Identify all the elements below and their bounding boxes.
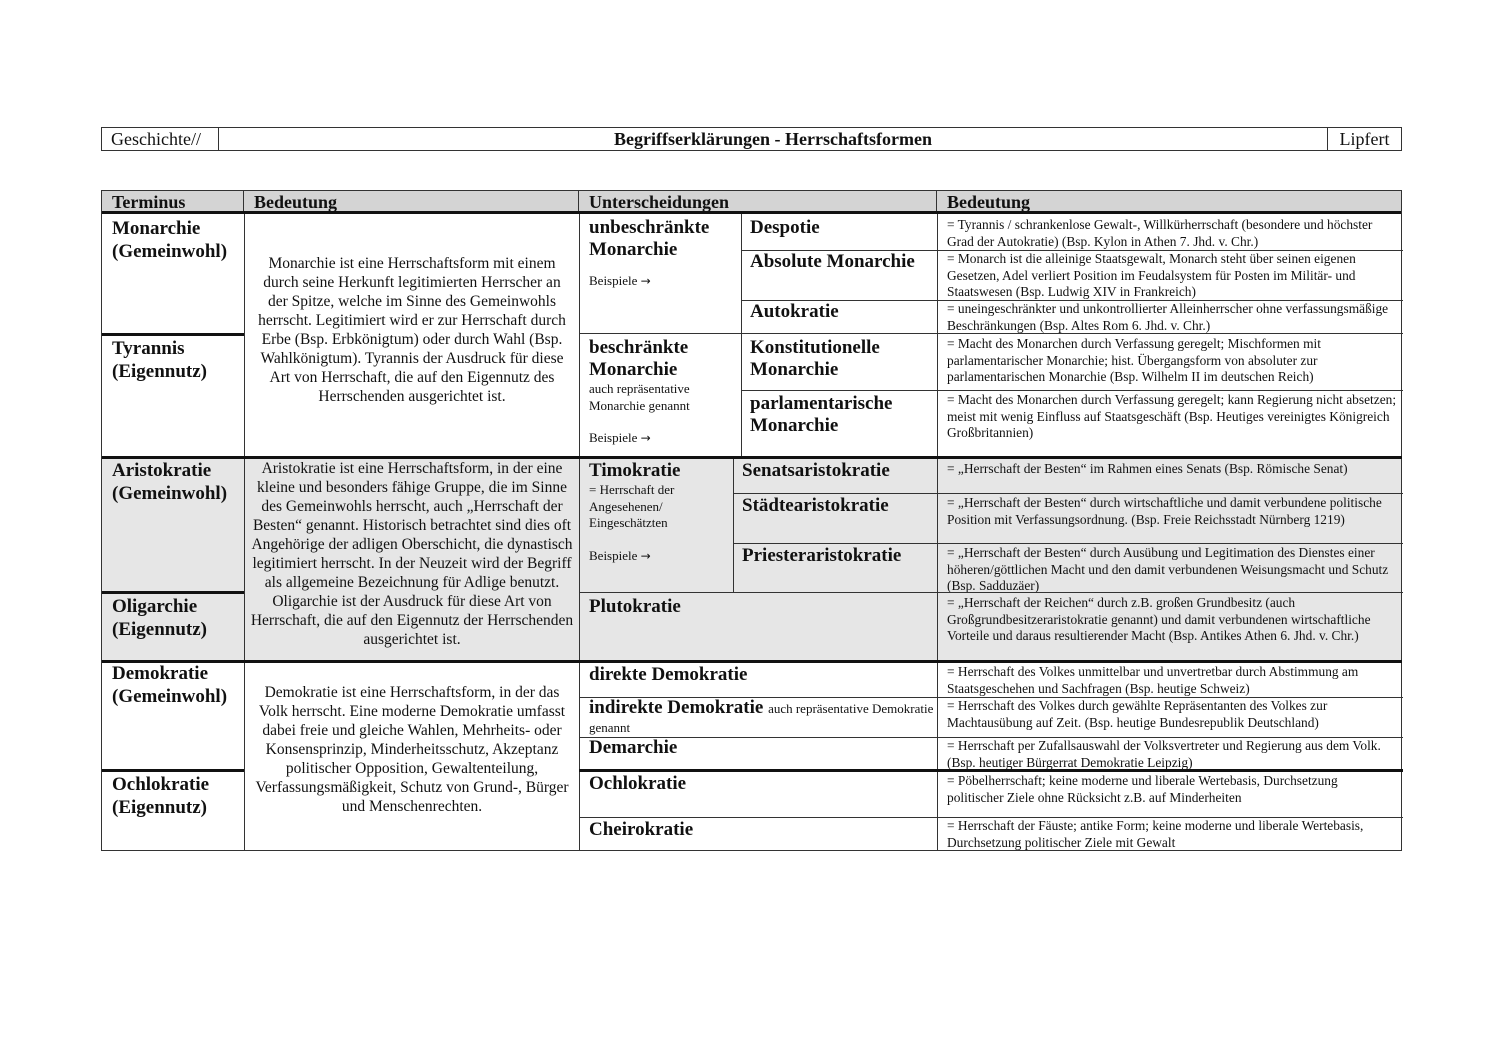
header-bedeutung-2: Bedeutung — [947, 192, 1031, 212]
term-qualifier: (Eigennutz) — [112, 619, 207, 640]
term-demokratie — [112, 662, 227, 708]
term-tyrannis — [112, 337, 207, 383]
category-name: Monarchie — [589, 239, 678, 260]
row-divider — [102, 769, 244, 772]
header-unterscheidungen: Unterscheidungen — [579, 191, 937, 211]
meaning-monarchie: Monarchie ist eine Herrschaftsform mit einem durch seine Herkunft legitimierten Herrscher an der Spitze, welche im Sinne des Gemeinwohls herrscht. Legitimiert wird er zur Herrschaft durch Erbe (Bsp. Erbkönigtum) oder durch Wahl (Bsp. Wahlkönigtum). Tyrannis der Ausdruck für diese Art von Herrschaft, die auf den Eigennutz des Herrschenden ausgerichtet ist. — [258, 255, 566, 405]
definition-demarchie: = Herrschaft per Zufallsauswahl der Volksvertreter und Regierung aus dem Volk. (Bsp. heutiger Bürgerrat Demokratie Leipzig) — [947, 738, 1381, 770]
table-header-row — [102, 191, 1401, 214]
examples-label: Beispiele — [589, 273, 638, 288]
group-demokratie — [102, 663, 1401, 851]
term-monarchie — [112, 217, 227, 263]
definition-plutokratie: = „Herrschaft der Reichen“ durch z.B. großen Grundbesitz (auch Großgrundbesitzeraristokratie genannt) und damit verbundenen wirtschaftliche Vorteile und daraus resultierender Macht (Bsp. Antikes Athen 6. Jhd. v. Chr.) — [947, 595, 1371, 643]
form-absolute-monarchie: Absolute Monarchie — [750, 251, 915, 272]
term-name: Ochlokratie — [112, 774, 210, 795]
col-divider — [937, 663, 938, 851]
row-divider — [102, 333, 244, 336]
meaning-aristokratie: Aristokratie ist eine Herrschaftsform, in der eine kleine und besonders fähige Gruppe, die im Sinne des Gemeinwohls herrscht, auch „Herrschaft der Besten“ genannt. Historisch betrachtet sind dies oft Angehörige der adligen Oberschicht, die dynastisch legitimiert herrscht. In der Neuzeit wird der Begriff als allgemeine Bezeichnung für Adlige benutzt. Oligarchie ist der Ausdruck für diese Art von Herrschaft, die auf den Eigennutz der Herrschenden ausgerichtet ist. — [250, 460, 574, 648]
category-beschraenkte-monarchie — [589, 337, 739, 447]
definition-despotie: = Tyrannis / schrankenlose Gewalt-, Willkürherrschaft (besondere und höchster Grad der Autokratie) (Bsp. Kylon in Athen 7. Jhd. v. Chr.) — [947, 217, 1373, 249]
term-qualifier: (Gemeinwohl) — [112, 241, 228, 262]
category-note: = Herrschaft der Angesehenen/ Eingeschätzten — [589, 482, 675, 530]
document-header — [101, 127, 1402, 151]
col-divider — [937, 459, 938, 661]
definition-senatsaristokratie: = „Herrschaft der Besten“ im Rahmen eines Senats (Bsp. Römische Senat) — [947, 461, 1348, 476]
examples-label: Beispiele — [589, 547, 638, 563]
form-konstitutionelle-monarchie: Konstitutionelle Monarchie — [750, 337, 880, 380]
col-divider — [244, 459, 245, 661]
definition-ochlokratie: = Pöbelherrschaft; keine moderne und liberale Wertebasis, Durchsetzung politischer Ziele ohne Rücksicht z.B. auf Minderheiten — [947, 773, 1338, 805]
col-divider — [244, 663, 245, 851]
col-divider — [579, 663, 580, 851]
form-parlamentarische-monarchie: parlamentarische Monarchie — [750, 393, 893, 436]
category-name: Monarchie — [589, 359, 678, 380]
form-cheirokratie: Cheirokratie — [589, 819, 694, 840]
examples-hint — [589, 430, 739, 447]
header-bedeutung: Bedeutung — [244, 191, 579, 211]
form-demarchie: Demarchie — [589, 737, 678, 758]
term-name: Oligarchie — [112, 596, 198, 617]
col-divider — [579, 459, 580, 661]
group-monarchie — [102, 214, 1401, 457]
form-direkte-demokratie: direkte Demokratie — [589, 664, 748, 685]
form-senatsaristokratie: Senatsaristokratie — [742, 460, 890, 481]
term-name: Demokratie — [112, 663, 209, 684]
category-timokratie — [589, 460, 731, 564]
definition-konstitutionelle-monarchie: = Macht des Monarchen durch Verfassung geregelt; Mischformen mit parlamentarischer Monarchie; hist. Übergangsform von absoluter zur parlamentarischen Monarchie (Bsp. Wilhelm II im deutschen Reich) — [947, 336, 1321, 384]
term-qualifier: (Eigennutz) — [112, 797, 207, 818]
definition-direkte-demokratie: = Herrschaft des Volkes unmittelbar und unvertretbar durch Abstimmung am Staatsgeschehen und Sachfragen (Bsp. heutige Schweiz) — [947, 664, 1359, 696]
category-name: unbeschränkte — [589, 217, 710, 238]
row-divider — [741, 333, 1403, 334]
term-ochlokratie — [112, 773, 209, 819]
row-divider — [733, 493, 1403, 494]
meaning-demokratie: Demokratie ist eine Herrschaftsform, in der das Volk herrscht. Eine moderne Demokratie umfasst dabei freie und gleiche Wahlen, Mehrheits- oder Konsensprinzip, Minderheitsschutz, Akzeptanz politischer Opposition, Gewaltenteilung, Verfassungsmäßigkeit, Schutz von Grund-, Bürger und Menschenrechten. — [255, 684, 569, 815]
subject-label: Geschichte// — [102, 128, 219, 150]
row-divider — [733, 543, 1403, 544]
form-indirekte-demokratie — [589, 699, 934, 736]
category-name: Timokratie — [589, 460, 681, 481]
examples-label: Beispiele — [589, 430, 638, 445]
definition-autokratie: = uneingeschränkter und unkontrollierter Alleinherrscher ohne verfassungsmäßige Beschränkungen (Bsp. Altes Rom 6. Jhd. v. Chr.) — [947, 301, 1389, 333]
definition-absolute-monarchie: = Monarch ist die alleinige Staatsgewalt, Monarch steht über seinen eigenen Gesetzen, Adel verliert Position im Feudalsystem für Posten im Militär- und Staatswesen (Bsp. Ludwig XIV in Frankreich) — [947, 251, 1356, 299]
document-title: Begriffserklärungen - Herrschaftsformen — [614, 128, 932, 149]
form-staedtearistokratie: Städtearistokratie — [742, 495, 889, 516]
term-qualifier: (Eigennutz) — [112, 361, 207, 382]
form-autokratie: Autokratie — [750, 301, 839, 322]
group-aristokratie — [102, 459, 1401, 661]
col-divider — [244, 214, 245, 457]
definition-staedtearistokratie: = „Herrschaft der Besten“ durch wirtschaftliche und damit verbundene politische Position mit Verfassungsordnung. (Bsp. Freie Reichsstadt Nürnberg 1219) — [947, 495, 1382, 527]
term-oligarchie — [112, 595, 207, 641]
term-qualifier: (Gemeinwohl) — [112, 686, 228, 707]
term-name: Tyrannis — [112, 338, 185, 359]
form-note: auch repräsentative Demokratie genannt — [589, 701, 934, 735]
form-priesteraristokratie: Priesteraristokratie — [742, 545, 902, 566]
col-divider — [733, 459, 734, 592]
row-divider — [579, 592, 1403, 593]
definition-parlamentarische-monarchie: = Macht des Monarchen durch Verfassung geregelt; kann Regierung nicht absetzen; meist mit wenig Einfluss auf Staatsgeschäft (Bsp. Heutiges vereinigtes Königreich Großbritannien) — [947, 392, 1397, 440]
examples-hint — [589, 273, 739, 290]
category-note: auch repräsentative Monarchie genannt — [589, 381, 690, 413]
term-aristokratie — [112, 459, 227, 505]
definition-priesteraristokratie: = „Herrschaft der Besten“ durch Ausübung und Legitimation des Dienstes einer höheren/göttlichen Macht und den damit verbundenen Weisungsmacht und Schutz (Bsp. Sadduzäer) — [947, 545, 1389, 593]
header-terminus: Terminus — [102, 191, 244, 211]
arrow-right-icon: → — [640, 548, 651, 563]
herrschaftsformen-table — [101, 190, 1402, 851]
term-name: Aristokratie — [112, 460, 212, 481]
col-divider — [579, 214, 580, 457]
form-despotie: Despotie — [750, 217, 820, 238]
author-label: Lipfert — [1327, 128, 1401, 150]
examples-hint — [589, 548, 731, 565]
form-plutokratie: Plutokratie — [589, 596, 681, 617]
term-qualifier: (Gemeinwohl) — [112, 483, 228, 504]
arrow-right-icon: → — [640, 274, 651, 288]
row-divider — [102, 591, 244, 594]
definition-cheirokratie: = Herrschaft der Fäuste; antike Form; keine moderne und liberale Wertebasis, Durchsetzung politischer Ziele mit Gewalt — [947, 818, 1364, 850]
form-ochlokratie: Ochlokratie — [589, 773, 687, 794]
row-divider — [579, 769, 1403, 772]
row-divider — [741, 390, 1403, 391]
arrow-right-icon: → — [640, 431, 651, 445]
form-name: indirekte Demokratie — [589, 697, 764, 718]
term-name: Monarchie — [112, 218, 201, 239]
category-unbeschraenkte-monarchie — [589, 217, 739, 290]
definition-indirekte-demokratie: = Herrschaft des Volkes durch gewählte Repräsentanten des Volkes zur Machtausübung auf Zeit. (Bsp. heutige Bundesrepublik Deutschland) — [947, 698, 1328, 730]
category-name: beschränkte — [589, 337, 689, 358]
